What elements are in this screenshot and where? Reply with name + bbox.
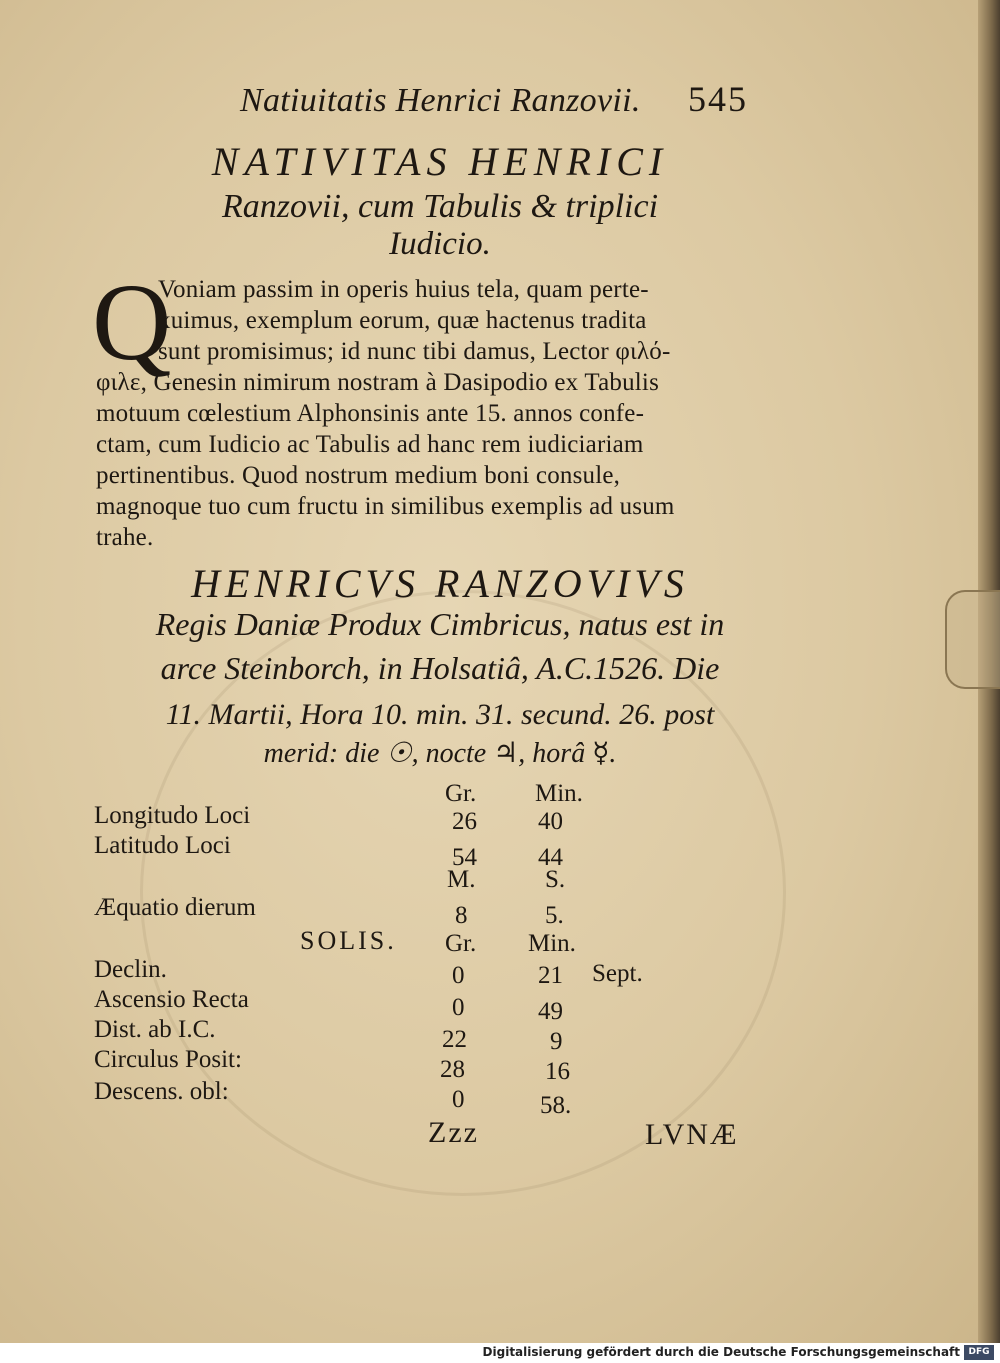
paragraph-line: trahe. <box>96 524 154 551</box>
table-cell: 22 <box>442 1026 467 1053</box>
birth-line-5: merid: die ☉, nocte ♃, horâ ☿. <box>263 738 617 769</box>
paragraph-line: sunt promisimus; id nunc tibi damus, Lector φιλό- <box>158 338 671 365</box>
table-cell: 54 <box>452 844 477 871</box>
column-header-gr: Gr. <box>445 780 477 807</box>
table-cell: 16 <box>545 1058 570 1085</box>
running-head: Natiuitatis Henrici Ranzovii. <box>240 82 641 119</box>
birth-line-4: 11. Martii, Hora 10. min. 31. secund. 26. post <box>165 698 715 731</box>
table-cell: 49 <box>538 998 563 1025</box>
title-line-1: NATIVITAS HENRICI <box>211 139 669 184</box>
table-cell: 26 <box>452 808 477 835</box>
title-line-2: Ranzovii, cum Tabulis & triplici <box>221 188 659 225</box>
table-row-label: Longitudo Loci <box>94 802 251 829</box>
table-row-label: Latitudo Loci <box>94 832 231 859</box>
column-header-m: M. <box>447 866 476 893</box>
table-row-label: Descens. obl: <box>94 1078 229 1105</box>
table-cell: 0 <box>452 962 465 989</box>
book-clasp <box>945 590 1000 689</box>
table-cell: 9 <box>550 1028 563 1055</box>
table-cell: 28 <box>440 1056 465 1083</box>
paragraph-line: motuum cœlestium Alphonsinis ante 15. annos confe- <box>96 400 645 427</box>
paragraph-line: magnoque tuo cum fructu in similibus exemplis ad usum <box>96 493 675 520</box>
table-row-label: Declin. <box>94 956 167 983</box>
title-line-3: Iudicio. <box>389 226 491 262</box>
birth-line-2: Regis Daniæ Produx Cimbricus, natus est in <box>155 606 725 642</box>
table-cell: 58. <box>540 1092 572 1119</box>
signature-mark: Zzz <box>428 1116 479 1149</box>
drop-cap-initial: Q <box>92 261 172 383</box>
column-header-s: S. <box>545 866 566 893</box>
table-cell: 0 <box>452 994 465 1021</box>
footer-bar <box>0 1343 1000 1363</box>
birth-line-3: arce Steinborch, in Holsatiâ, A.C.1526. Die <box>160 650 720 686</box>
page-number: 545 <box>688 79 748 119</box>
footer-credit: Digitalisierung gefördert durch die Deutsche Forschungsgemeinschaft <box>482 1345 960 1359</box>
table-cell: 44 <box>538 844 563 871</box>
column-header-gr: Gr. <box>445 930 477 957</box>
table-row-label: Dist. ab I.C. <box>94 1016 216 1043</box>
table-note: Sept. <box>592 960 643 987</box>
table-cell: 5. <box>545 902 564 929</box>
table-cell: 40 <box>538 808 563 835</box>
paragraph-line: ctam, cum Iudicio ac Tabulis ad hanc rem iudiciariam <box>96 431 644 458</box>
table-row-label: Æquatio dierum <box>94 894 256 921</box>
table-cell: 0 <box>452 1086 465 1113</box>
table-row-label: Circulus Posit: <box>94 1046 242 1073</box>
paragraph-line: xuimus, exemplum eorum, quæ hactenus tradita <box>158 307 647 334</box>
paragraph-line: φιλε, Genesin nimirum nostram à Dasipodio ex Tabulis <box>96 369 659 396</box>
catchword: LVNÆ <box>645 1118 739 1151</box>
table-row-label: Ascensio Recta <box>94 986 249 1013</box>
dfg-logo: DFG <box>964 1345 994 1360</box>
column-header-min: Min. <box>528 930 576 957</box>
paragraph-line: Voniam passim in operis huius tela, quam perte- <box>158 276 649 303</box>
name-heading: HENRICVS RANZOVIVS <box>191 561 689 606</box>
table-cell: 8 <box>455 902 468 929</box>
column-header-min: Min. <box>535 780 583 807</box>
solis-heading: SOLIS. <box>300 926 397 955</box>
paragraph-line: pertinentibus. Quod nostrum medium boni consule, <box>96 462 621 489</box>
table-cell: 21 <box>538 962 563 989</box>
